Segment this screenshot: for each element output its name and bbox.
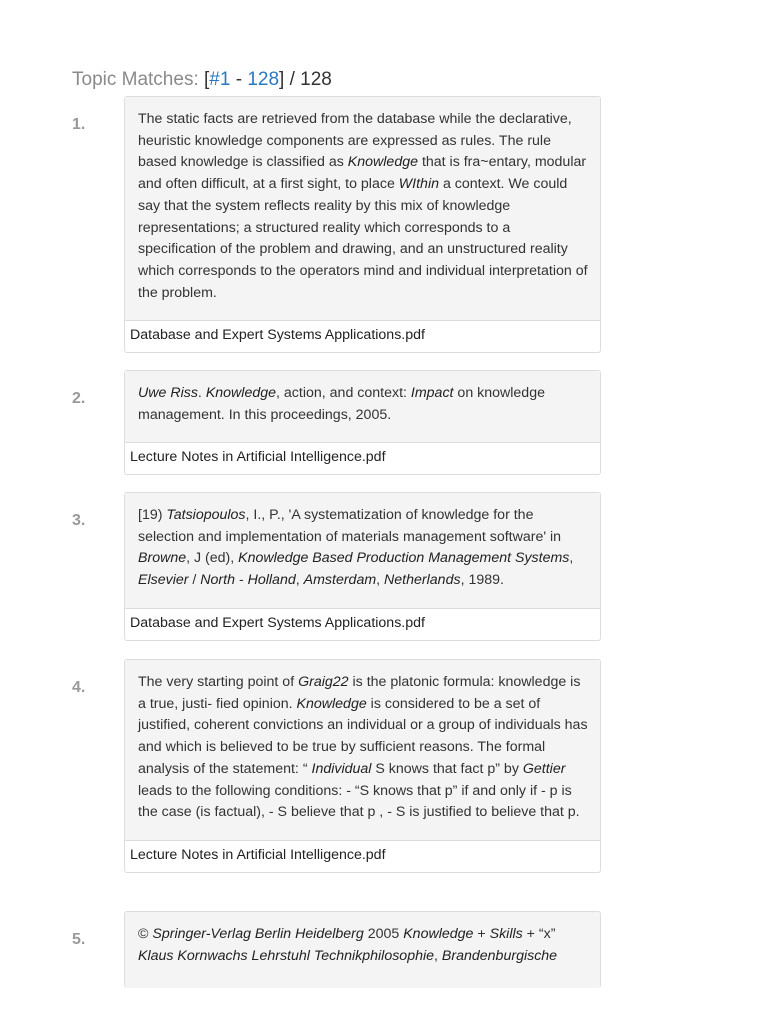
highlighted-term: Graig22 — [298, 674, 349, 690]
result-source[interactable]: Lecture Notes in Artificial Intelligence.pdf — [130, 846, 386, 863]
close-bracket: ] — [279, 69, 285, 90]
highlighted-term: Knowledge — [296, 695, 367, 712]
highlighted-term: Skills — [489, 926, 523, 942]
highlighted-term: Springer-Verlag Berlin Heidelberg — [152, 926, 364, 942]
result-number: 5. — [72, 931, 86, 948]
topic-matches-label: Topic Matches: — [72, 69, 199, 90]
result-card — [124, 911, 601, 988]
excerpt-text: + — [473, 926, 490, 942]
excerpt-text: - — [235, 572, 248, 589]
excerpt-text: 2005 — [363, 926, 404, 942]
highlighted-term: North — [200, 572, 235, 589]
result-excerpt — [125, 912, 600, 988]
highlighted-term: Tatsiopoulos — [166, 507, 246, 523]
result-excerpt — [125, 97, 600, 321]
excerpt-text: , 1989. — [460, 572, 504, 589]
excerpt-text: + “x” — [522, 926, 556, 942]
excerpt-text: is considered to be a set of justified, coherent convictions an individual or a group of individuals has and which is believed to be true by sufficient reasons. The formal analysis of the statement: “ — [138, 695, 588, 777]
excerpt-text: leads to the following conditions: - “S knows that p” if and only if - p is the case (is factual), - S believe that p , - S is justified to believe that p. — [138, 782, 580, 821]
result-number: 4. — [72, 679, 86, 696]
highlighted-term: Amsterdam — [303, 572, 377, 589]
open-bracket: [ — [204, 69, 210, 90]
result-source[interactable]: Database and Expert Systems Applications.pdf — [130, 614, 425, 631]
excerpt-text: , I., P., 'A systematization of knowledge for the selection and implementation of materials management software' in — [138, 507, 562, 545]
result-excerpt — [125, 371, 600, 443]
excerpt-text: a context. We could say that the system reflects reality by this mix of knowledge representations; a structured reality which corresponds to a specification of the problem and drawing, and an unstructured reality which corresponds to the operators mind and individual interpretation of the problem. — [138, 176, 588, 301]
topic-matches-header — [72, 67, 332, 93]
highlighted-term: Browne — [138, 550, 187, 567]
highlighted-term: Holland — [247, 572, 296, 589]
result-card — [124, 370, 601, 475]
range-end-link[interactable]: 128 — [247, 69, 280, 90]
highlighted-term: Knowledge — [403, 926, 474, 942]
excerpt-text: [19) — [138, 507, 167, 523]
excerpt-text: / — [188, 572, 201, 589]
result-source[interactable]: Database and Expert Systems Applications.pdf — [130, 327, 425, 344]
range-start-link[interactable]: #1 — [209, 69, 231, 90]
highlighted-term: Uwe Riss — [138, 385, 198, 401]
highlighted-term: WIthin — [398, 176, 439, 193]
excerpt-text: , — [434, 947, 442, 964]
highlighted-term: Knowledge — [205, 385, 277, 401]
excerpt-text: is the platonic formula: knowledge is a true, justi- fied opinion. — [138, 674, 581, 712]
result-number: 2. — [72, 390, 86, 407]
excerpt-text: , — [295, 572, 304, 589]
excerpt-text: , action, and context: — [276, 385, 411, 401]
excerpt-text: © — [138, 926, 153, 942]
highlighted-term: Brandenburgische — [441, 947, 558, 964]
result-item — [72, 492, 602, 641]
excerpt-text: S knows that fact p” by — [371, 760, 523, 777]
result-source[interactable]: Lecture Notes in Artificial Intelligence.pdf — [130, 449, 386, 466]
total-count: / 128 — [284, 69, 332, 90]
result-card — [124, 96, 601, 353]
excerpt-text: The static facts are retrieved from the database while the declarative, heuristic knowledge components are expressed as rules. The rule based knowledge is classified as — [138, 111, 572, 171]
highlighted-term: Knowledge Based Production Management Systems — [238, 550, 570, 567]
result-item — [72, 911, 602, 988]
highlighted-term: Impact — [410, 385, 454, 401]
highlighted-term: Individual — [311, 760, 372, 777]
excerpt-text: , — [569, 550, 574, 567]
excerpt-text: , — [376, 572, 385, 589]
result-excerpt — [125, 660, 600, 841]
result-excerpt — [125, 493, 600, 609]
result-item — [72, 659, 602, 873]
range-dash: - — [230, 69, 248, 90]
result-number: 3. — [72, 512, 86, 529]
excerpt-text: , J (ed), — [186, 550, 239, 567]
result-item — [72, 370, 602, 475]
excerpt-text: The very starting point of — [138, 674, 299, 690]
highlighted-term: Gettier — [522, 760, 566, 777]
highlighted-term: Klaus Kornwachs Lehrstuhl Technikphilosophie — [138, 947, 435, 964]
highlighted-term: Knowledge — [347, 154, 418, 171]
excerpt-text: . — [197, 385, 206, 401]
highlighted-term: Netherlands — [384, 572, 461, 589]
highlighted-term: Elsevier — [138, 572, 189, 589]
excerpt-text: on knowledge management. In this proceedings, 2005. — [138, 385, 545, 423]
result-item — [72, 96, 602, 353]
result-number: 1. — [72, 116, 86, 133]
result-card — [124, 659, 601, 873]
result-card — [124, 492, 601, 641]
excerpt-text: that is fra~entary, modular and often difficult, at a first sight, to place — [138, 154, 587, 193]
